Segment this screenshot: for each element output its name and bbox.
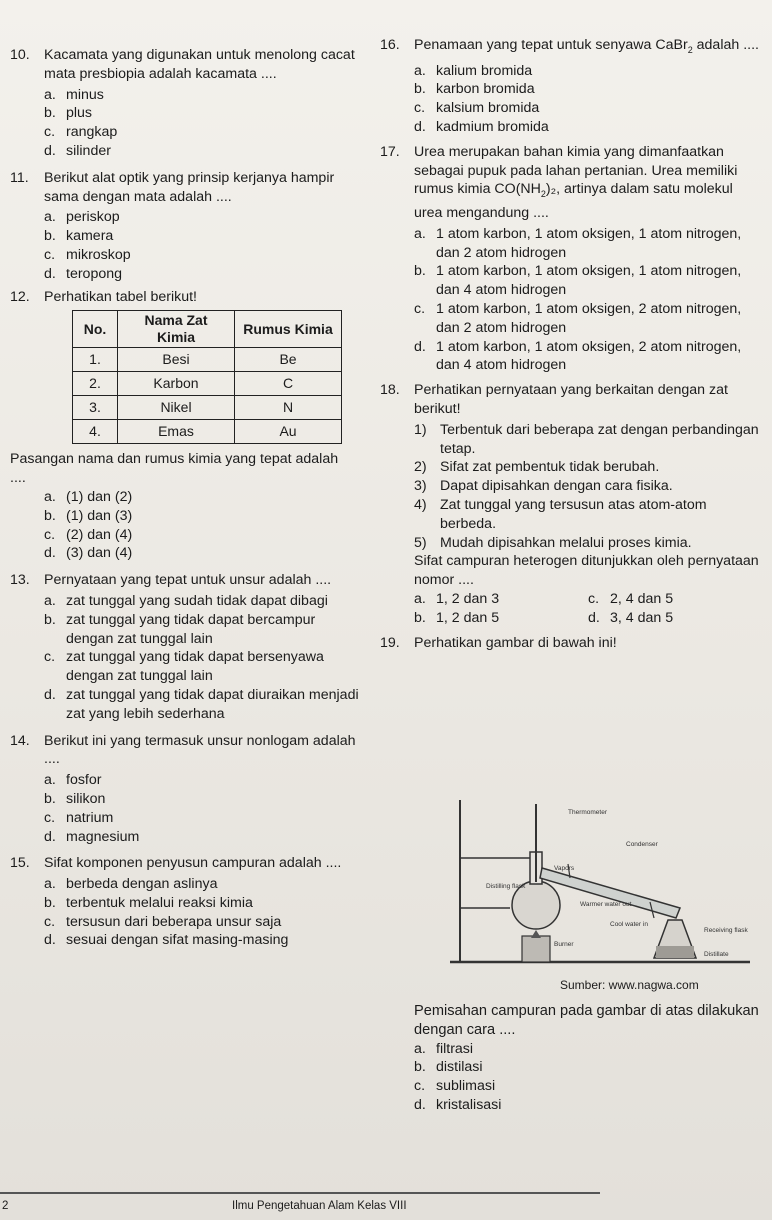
option: b. kamera <box>44 228 114 245</box>
question-18-prompt: Sifat campuran heterogen ditunjukkan oleh pernyataan nomor .... <box>414 553 759 589</box>
question-11 <box>10 169 362 207</box>
options-11 <box>10 208 362 283</box>
option: b. zat tunggal yang tidak dapat bercampur dengan zat tunggal lain <box>44 611 316 647</box>
table-cell: Nikel <box>118 396 235 420</box>
question-12-prompt: Pasangan nama dan rumus kimia yang tepat adalah .... <box>10 451 339 487</box>
statement: 3) Dapat dipisahkan dengan cara fisika. <box>414 478 673 495</box>
option: d. magnesium <box>44 828 140 845</box>
question-text: Berikut alat optik yang prinsip kerjanya hampir sama dengan mata adalah .... <box>44 169 335 205</box>
option: d. 3, 4 dan 5 <box>588 609 674 626</box>
option: a. zat tunggal yang sudah tidak dapat dibagi <box>44 592 328 609</box>
statement: 1) Terbentuk dari beberapa zat dengan perbandingan tetap. <box>414 421 759 457</box>
options-14 <box>10 771 362 846</box>
option: c. tersusun dari beberapa unsur saja <box>44 913 282 930</box>
option: d. silinder <box>44 142 111 159</box>
table-cell: C <box>235 372 342 396</box>
question-16 <box>380 36 762 60</box>
option: b. terbentuk melalui reaksi kimia <box>44 894 253 911</box>
option: b. karbon bromida <box>414 81 535 98</box>
distillation-apparatus-image <box>450 790 762 972</box>
element-table <box>72 310 342 444</box>
option: b. 1, 2 dan 5 <box>414 609 500 626</box>
table-cell: Emas <box>118 420 235 444</box>
option: a. minus <box>44 86 104 103</box>
left-column <box>10 46 362 950</box>
table-header-row <box>73 311 342 348</box>
option: b. 1 atom karbon, 1 atom oksigen, 1 atom nitrogen, dan 4 atom hidrogen <box>414 263 742 299</box>
right-column <box>380 37 762 654</box>
option: d. sesuai dengan sifat masing-masing <box>44 932 289 949</box>
statements-18 <box>380 421 762 553</box>
question-text: Penamaan yang tepat untuk senyawa CaBr$_2$ adalah .... <box>414 37 759 55</box>
question-text: Kacamata yang digunakan untuk menolong cacat mata presbiopia adalah kacamata .... <box>44 47 355 82</box>
table-row <box>73 396 342 420</box>
table-cell: Be <box>235 348 342 372</box>
question-text: Urea merupakan bahan kimia yang dimanfaatkan sebagai pupuk pada lahan pertanian. Urea memiliki rumus kimia $CO(NH_2)_2$, artinya dalam satu molekul urea mengandung .... <box>414 143 738 222</box>
distillation-figure <box>450 790 762 972</box>
option: c. mikroskop <box>44 246 131 263</box>
question-10 <box>10 46 362 84</box>
statement: 5) Mudah dipisahkan melalui proses kimia. <box>414 534 692 551</box>
label-receiving: Receiving flask <box>704 927 748 934</box>
options-10 <box>10 86 362 161</box>
option: d. zat tunggal yang tidak dapat diuraikan menjadi zat yang lebih sederhana <box>44 686 359 722</box>
table-header: Rumus Kimia <box>235 311 342 348</box>
option: a. 1 atom karbon, 1 atom oksigen, 1 atom nitrogen, dan 2 atom hidrogen <box>414 225 742 261</box>
table-header: No. <box>73 311 118 348</box>
question-13 <box>10 571 362 590</box>
option: d. teropong <box>44 265 123 282</box>
question-18 <box>380 381 762 419</box>
question-text: Sifat komponen penyusun campuran adalah .... <box>44 855 342 872</box>
option: c. (2) dan (4) <box>44 526 133 543</box>
option: d. 1 atom karbon, 1 atom oksigen, 2 atom nitrogen, dan 4 atom hidrogen <box>414 338 742 374</box>
table-header: Nama Zat Kimia <box>118 311 235 348</box>
option: c. kalsium bromida <box>414 100 540 117</box>
table-cell: 3. <box>73 396 118 420</box>
option: c. sublimasi <box>414 1078 496 1095</box>
page-number: 2 <box>2 1200 9 1212</box>
option: c. zat tunggal yang tidak dapat bersenyawa dengan zat tunggal lain <box>44 649 324 685</box>
table-cell: 4. <box>73 420 118 444</box>
label-water-out: Warmer water out <box>580 901 632 908</box>
question-number: 19. <box>380 634 400 651</box>
question-number: 17. <box>380 143 400 160</box>
statement: 2) Sifat zat pembentuk tidak berubah. <box>414 459 660 476</box>
table-cell: 2. <box>73 372 118 396</box>
question-text: Berikut ini yang termasuk unsur nonlogam adalah .... <box>44 732 356 768</box>
question-12 <box>10 288 362 307</box>
figure-source: Sumber: www.nagwa.com <box>560 978 699 992</box>
question-text: Perhatikan pernyataan yang berkaitan dengan zat berikut! <box>414 382 728 417</box>
label-vapors: Vapors <box>554 865 575 872</box>
table-cell: 1. <box>73 348 118 372</box>
options-18 <box>380 590 762 628</box>
options-19 <box>414 1040 766 1115</box>
option: c. 2, 4 dan 5 <box>588 590 674 607</box>
question-text: Perhatikan gambar di bawah ini! <box>414 634 617 651</box>
question-number: 18. <box>380 382 400 399</box>
question-19-prompt: Pemisahan campuran pada gambar di atas dilakukan dengan cara .... <box>414 1003 759 1038</box>
option: a. kalium bromida <box>414 62 533 79</box>
question-text: Pernyataan yang tepat untuk unsur adalah .... <box>44 572 332 589</box>
table-cell: Karbon <box>118 372 235 396</box>
option: a. berbeda dengan aslinya <box>44 876 218 893</box>
question-number: 12. <box>10 288 30 305</box>
footer-divider <box>0 1192 600 1194</box>
question-19-block <box>414 1002 766 1115</box>
option: b. plus <box>44 105 93 122</box>
question-15 <box>10 854 362 873</box>
label-water-in: Cool water in <box>610 921 648 928</box>
option: d. (3) dan (4) <box>44 545 133 562</box>
options-16 <box>380 62 762 137</box>
statement: 4) Zat tunggal yang tersusun atas atom-atom berbeda. <box>414 496 707 532</box>
options-15 <box>10 875 362 950</box>
option: d. kadmium bromida <box>414 119 549 136</box>
options-12 <box>10 488 362 563</box>
option: b. (1) dan (3) <box>44 507 133 524</box>
option: a. 1, 2 dan 3 <box>414 590 500 607</box>
label-flask: Distilling flask <box>486 883 526 890</box>
table-cell: N <box>235 396 342 420</box>
question-text: Perhatikan tabel berikut! <box>44 288 198 305</box>
page-footer <box>0 1188 772 1220</box>
table-cell: Au <box>235 420 342 444</box>
question-number: 15. <box>10 855 30 872</box>
option: a. fosfor <box>44 772 102 789</box>
question-number: 13. <box>10 572 30 589</box>
option: b. distilasi <box>414 1059 483 1076</box>
question-number: 14. <box>10 732 30 749</box>
footer-title: Ilmu Pengetahuan Alam Kelas VIII <box>232 1200 407 1212</box>
label-burner: Burner <box>554 941 574 948</box>
option: a. periskop <box>44 209 120 226</box>
label-thermometer: Thermometer <box>568 809 608 816</box>
table-row <box>73 420 342 444</box>
label-distillate: Distillate <box>704 951 729 958</box>
option: a. filtrasi <box>414 1040 474 1057</box>
label-condenser: Condenser <box>626 841 658 848</box>
option: c. rangkap <box>44 124 118 141</box>
question-17 <box>380 143 762 223</box>
question-number: 16. <box>380 37 400 53</box>
question-number: 11. <box>10 169 29 186</box>
question-19 <box>380 634 762 653</box>
option: b. silikon <box>44 790 106 807</box>
options-17 <box>380 225 762 375</box>
question-number: 10. <box>10 47 30 63</box>
option: a. (1) dan (2) <box>44 488 133 505</box>
option: c. natrium <box>44 809 114 826</box>
option: c. 1 atom karbon, 1 atom oksigen, 2 atom nitrogen, dan 2 atom hidrogen <box>414 301 742 336</box>
table-row <box>73 372 342 396</box>
table-cell: Besi <box>118 348 235 372</box>
table-row <box>73 348 342 372</box>
question-14 <box>10 732 362 770</box>
options-13 <box>10 592 362 724</box>
option: d. kristalisasi <box>414 1096 502 1113</box>
